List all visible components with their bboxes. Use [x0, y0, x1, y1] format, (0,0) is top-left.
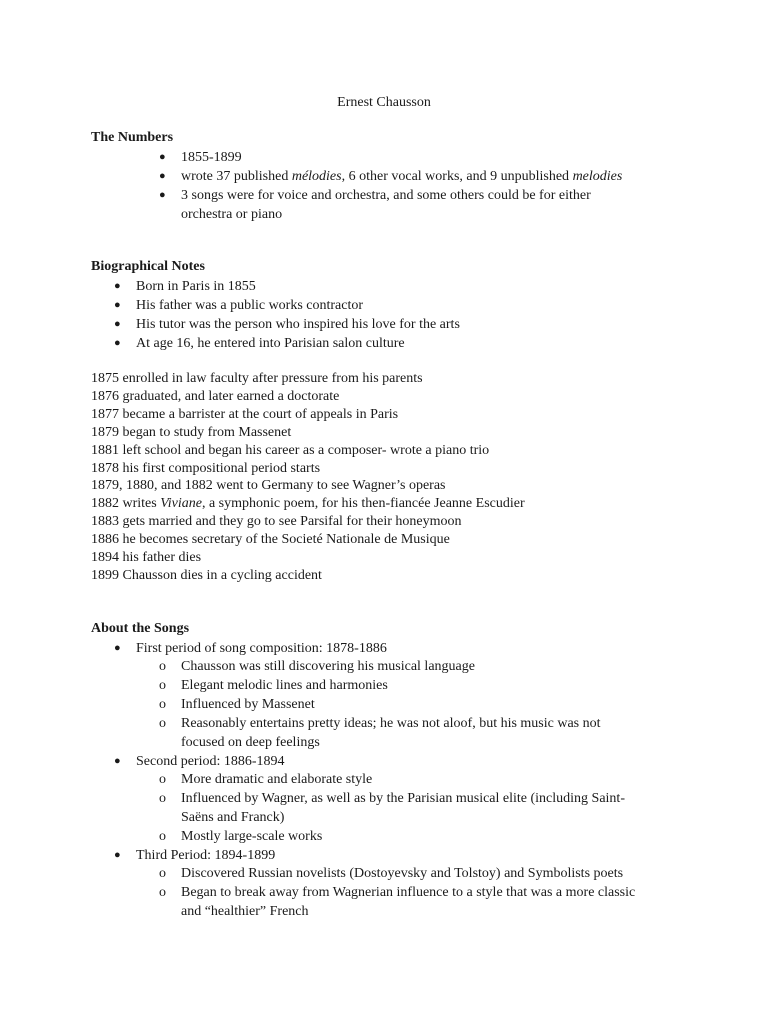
numbers-heading: The Numbers [91, 130, 174, 145]
numbers-list [159, 148, 623, 224]
songs-third-period [114, 846, 276, 865]
songs-first-period [114, 639, 387, 658]
list-item: ● First period of song composition: 1878-1886 [114, 641, 387, 656]
bullet-icon: ● [114, 755, 121, 767]
bullet-icon: ● [114, 280, 121, 292]
timeline-entry: 1877 became a barrister at the court of appeals in Paris [91, 406, 399, 422]
songs-third-sublist [159, 864, 636, 921]
bullet-icon: ● [114, 642, 121, 654]
bullet-icon: ● [114, 337, 121, 349]
timeline-entry: 1875 enrolled in law faculty after pressure from his parents [91, 371, 423, 386]
circle-bullet-icon: o [159, 659, 166, 674]
list-item: o Discovered Russian novelists (Dostoyevsky and Tolstoy) and Symbolists poets [159, 866, 624, 881]
bullet-icon: ● [159, 189, 166, 201]
bullet-icon: ● [114, 318, 121, 330]
list-item: o Mostly large-scale works [159, 829, 323, 844]
circle-bullet-icon: o [159, 829, 166, 844]
timeline [91, 370, 525, 585]
document-title: Ernest Chausson [337, 95, 431, 110]
list-item: o Elegant melodic lines and harmonies [159, 678, 388, 693]
timeline-entry: 1878 his first compositional period starts [91, 460, 321, 476]
songs-heading: About the Songs [91, 621, 190, 636]
list-item: ● Third Period: 1894-1899 [114, 848, 276, 863]
circle-bullet-icon: o [159, 772, 166, 787]
list-item: ● wrote 37 published mélodies, 6 other vocal works, and 9 unpublished melodies [159, 169, 623, 184]
bio-list [114, 277, 460, 353]
timeline-entry: 1876 graduated, and later earned a doctorate [91, 388, 340, 404]
circle-bullet-icon: o [159, 866, 166, 881]
timeline-entry: 1886 he becomes secretary of the Societé Nationale de Musique [91, 532, 450, 548]
list-item: o Chausson was still discovering his musical language [159, 659, 475, 674]
list-item: o Influenced by Massenet [159, 697, 315, 712]
list-item: o Reasonably entertains pretty ideas; he was not aloof, but his music was not focused on deep feelings [159, 716, 601, 750]
list-item: o Began to break away from Wagnerian influence to a style that was a more classic and “healthier” French [159, 885, 636, 919]
songs-second-sublist [159, 770, 625, 846]
timeline-entry: 1881 left school and began his career as a composer- wrote a piano trio [91, 442, 490, 458]
songs-second-period [114, 752, 285, 771]
list-item: ● 1855-1899 [159, 150, 242, 165]
list-item: ● His father was a public works contractor [114, 298, 364, 313]
timeline-entry: 1879, 1880, and 1882 went to Germany to see Wagner’s operas [91, 478, 446, 494]
timeline-entry: 1882 writes Viviane, a symphonic poem, for his then-fiancée Jeanne Escudier [91, 496, 525, 512]
circle-bullet-icon: o [159, 678, 166, 693]
list-item: o More dramatic and elaborate style [159, 772, 373, 787]
list-item: ● Second period: 1886-1894 [114, 754, 285, 769]
list-item: ● At age 16, he entered into Parisian salon culture [114, 336, 405, 351]
circle-bullet-icon: o [159, 697, 166, 712]
timeline-entry: 1879 began to study from Massenet [91, 424, 292, 440]
timeline-entry: 1894 his father dies [91, 550, 202, 566]
list-item: ● 3 songs were for voice and orchestra, and some others could be for either orchestra or piano [159, 188, 591, 222]
bullet-icon: ● [159, 151, 166, 163]
bullet-icon: ● [114, 849, 121, 861]
list-item: ● Born in Paris in 1855 [114, 279, 256, 294]
timeline-entry: 1899 Chausson dies in a cycling accident [91, 567, 322, 583]
circle-bullet-icon: o [159, 716, 166, 731]
list-item: o Influenced by Wagner, as well as by the Parisian musical elite (including Saint- Saëns and Franck) [159, 791, 625, 825]
songs-first-sublist [159, 657, 601, 752]
circle-bullet-icon: o [159, 791, 166, 806]
bio-heading: Biographical Notes [91, 259, 205, 274]
list-item: ● His tutor was the person who inspired his love for the arts [114, 317, 460, 332]
circle-bullet-icon: o [159, 885, 166, 900]
timeline-entry: 1883 gets married and they go to see Parsifal for their honeymoon [91, 514, 462, 530]
bullet-icon: ● [114, 299, 121, 311]
bullet-icon: ● [159, 170, 166, 182]
